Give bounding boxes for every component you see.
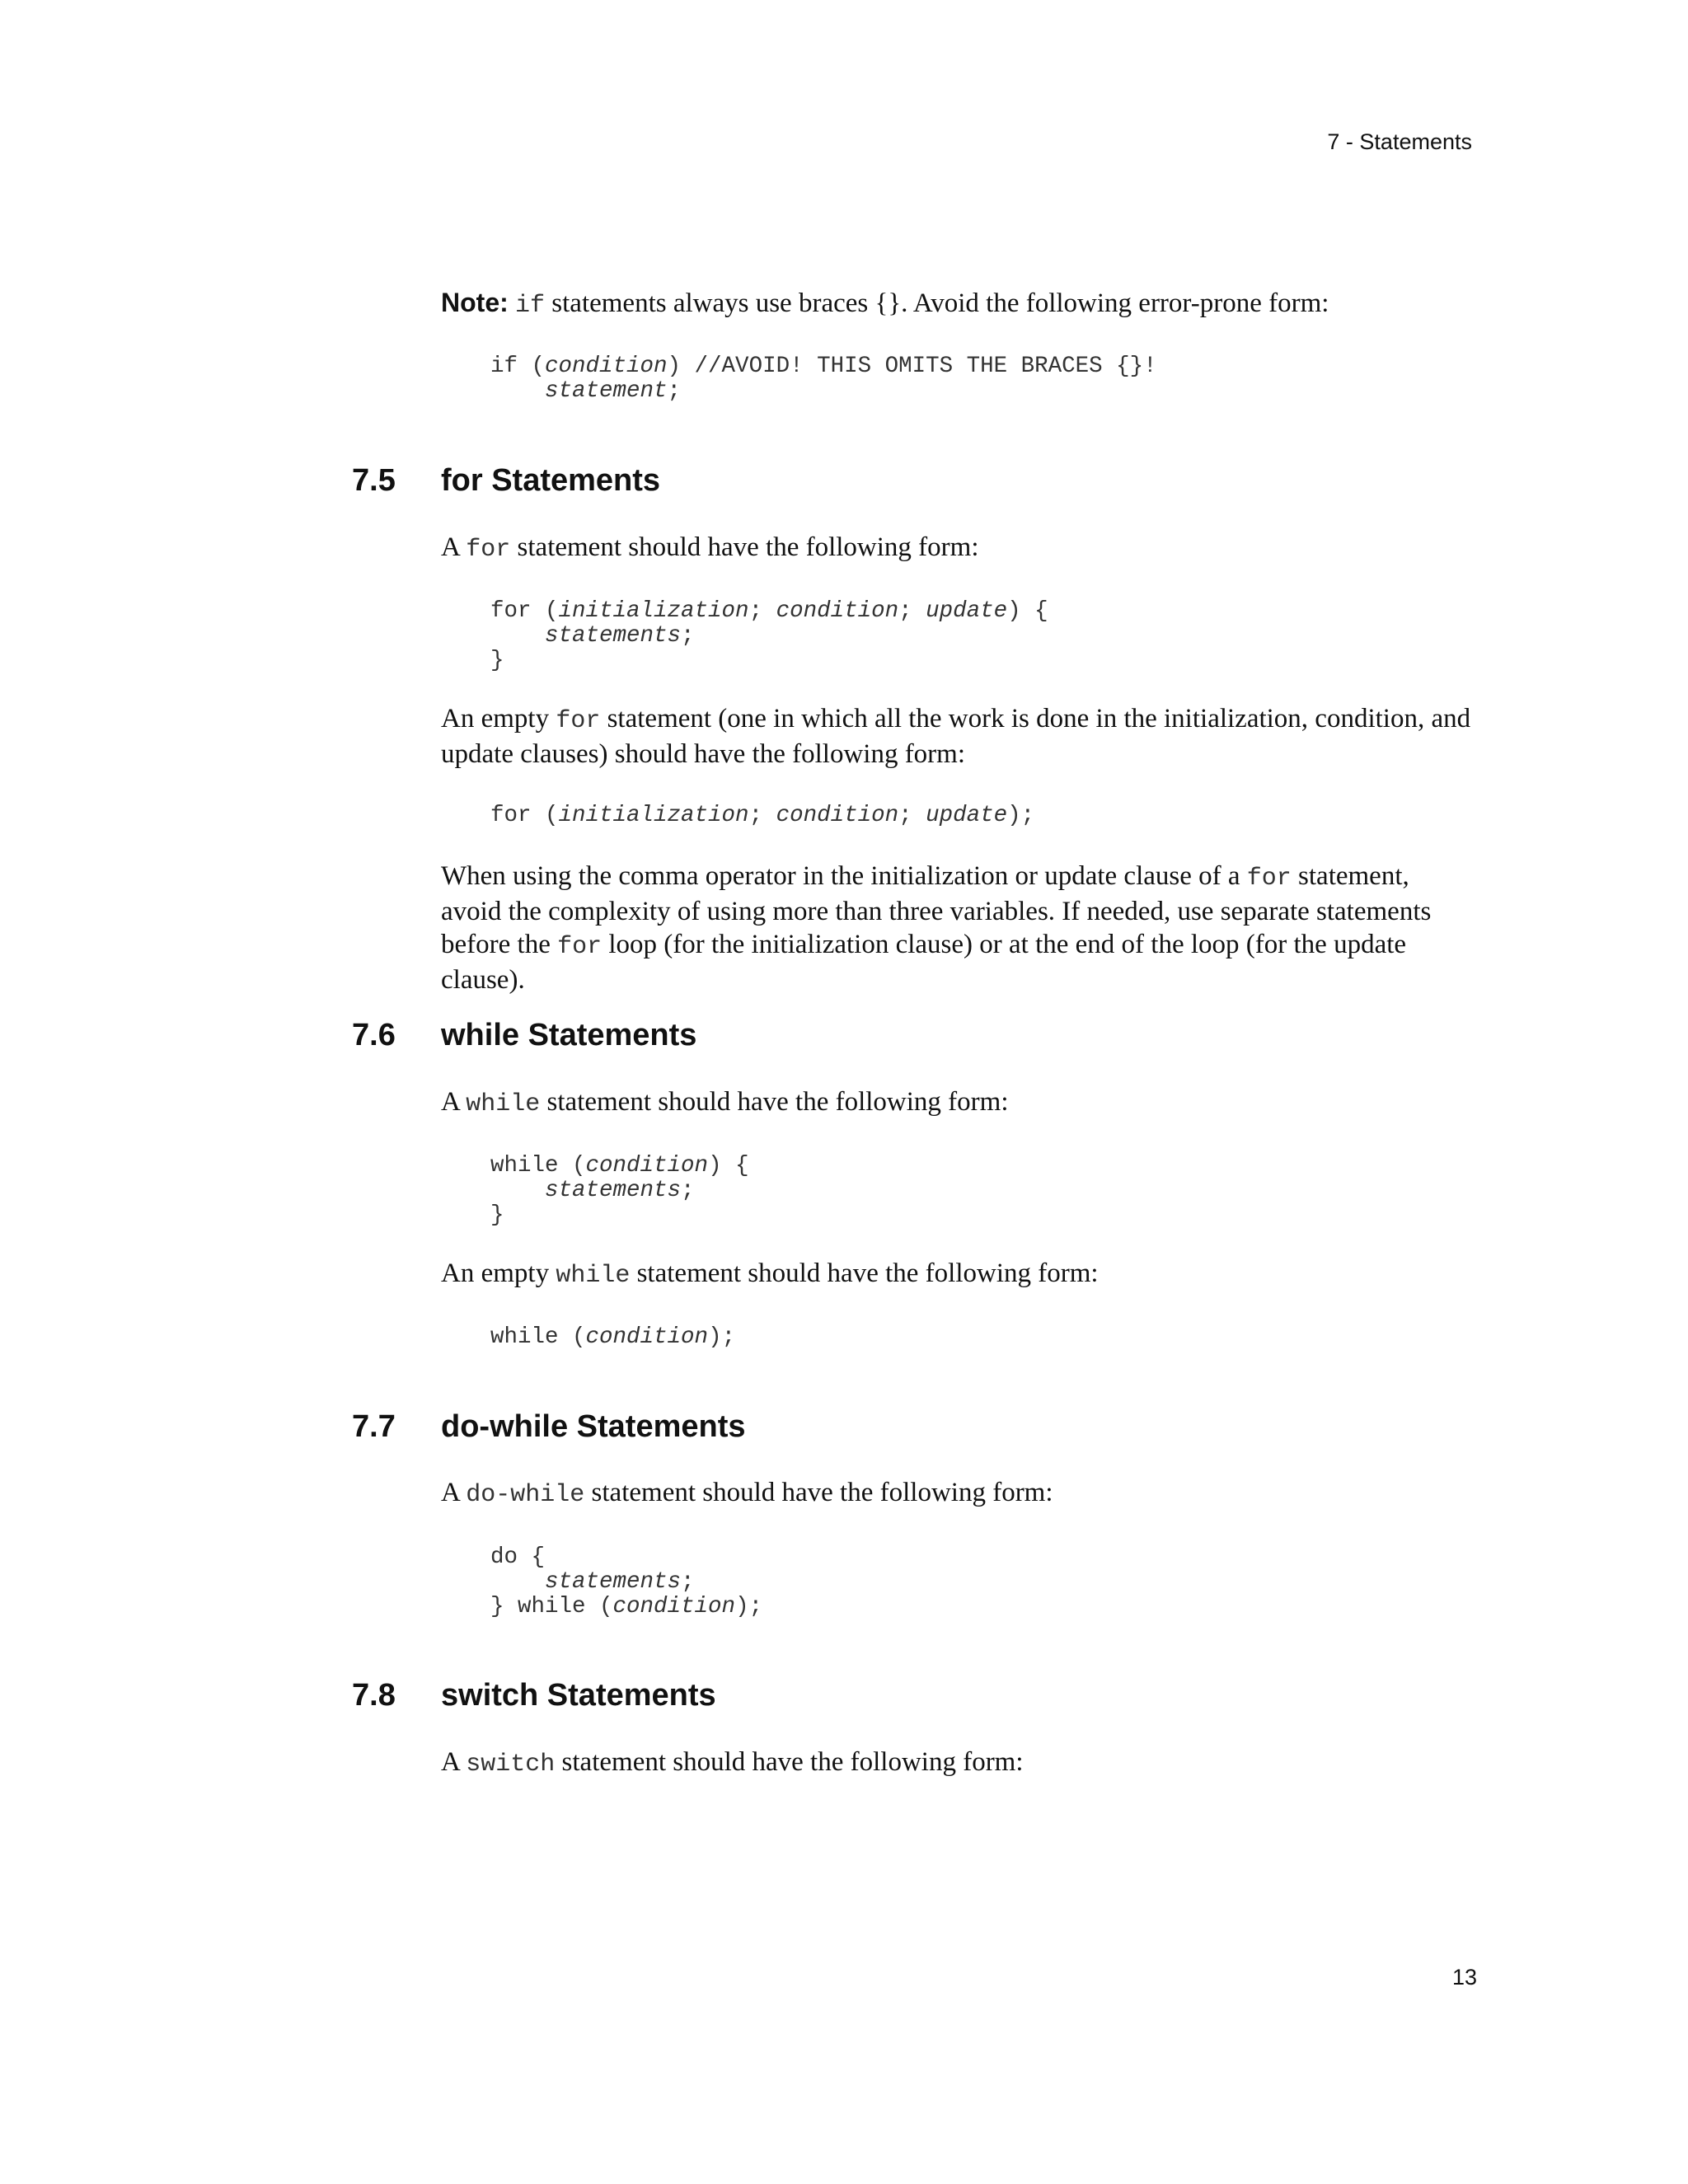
text-run: statement, avoid the complexity of using more than three variables. If needed, use separate statements before the	[441, 861, 1432, 959]
section-heading-7-5	[352, 463, 660, 499]
text-run: A	[441, 1747, 467, 1777]
code-placeholder: update	[926, 598, 1008, 624]
code-token: ;	[898, 803, 926, 828]
text-run: statements always use braces	[545, 288, 875, 318]
code-placeholder: statements	[545, 623, 682, 649]
code-block-empty-for	[490, 804, 1034, 828]
code-block-for	[490, 599, 1048, 673]
text-run: A	[441, 1087, 467, 1117]
code-token: }	[490, 648, 504, 673]
code-block-empty-while	[490, 1325, 735, 1350]
text-run: statement should have the following form:	[540, 1087, 1009, 1117]
code-token: ;	[681, 1569, 695, 1595]
section-number: 7.5	[352, 463, 396, 498]
inline-code: for	[557, 933, 603, 961]
code-token: ) {	[1007, 598, 1048, 624]
section-number: 7.6	[352, 1018, 396, 1052]
page-number: 13	[1451, 1965, 1477, 1990]
note-label: Note:	[441, 288, 509, 317]
code-token: ;	[667, 378, 682, 404]
code-token: );	[708, 1324, 736, 1350]
code-token: );	[1007, 803, 1035, 828]
code-placeholder: condition	[776, 803, 899, 828]
note-paragraph	[441, 286, 1471, 322]
text-run: statement should have the following form:	[555, 1747, 1024, 1777]
code-token: ;	[681, 1178, 695, 1203]
text-run: loop (for the initialization clause) or at the end of the loop (for the update clause).	[441, 930, 1407, 995]
text-run: An empty	[441, 1258, 556, 1288]
inline-code: switch	[466, 1750, 556, 1779]
text-run: When using the comma operator in the initialization or update clause of a	[441, 861, 1247, 891]
section-number: 7.7	[352, 1409, 396, 1444]
code-token: for (	[490, 598, 559, 624]
section-heading-7-8	[352, 1678, 716, 1713]
code-token: do {	[490, 1544, 546, 1570]
code-placeholder: statements	[545, 1178, 682, 1203]
code-token: for (	[490, 803, 559, 828]
code-block-if	[490, 354, 1157, 404]
code-indent	[490, 623, 545, 649]
code-placeholder: condition	[776, 598, 899, 624]
text-run: statement should have the following form:	[510, 532, 979, 562]
running-header: 7 - Statements	[1327, 129, 1472, 154]
code-token: ) //AVOID! THIS OMITS THE BRACES {}!	[667, 354, 1157, 379]
section-title: for Statements	[441, 463, 661, 498]
code-placeholder: condition	[612, 1594, 736, 1619]
code-indent	[490, 1178, 545, 1203]
paragraph	[441, 1257, 1471, 1292]
paragraph	[441, 1476, 1471, 1511]
code-token: ;	[748, 598, 776, 624]
section-heading-7-7	[352, 1409, 746, 1445]
code-placeholder: initialization	[558, 598, 749, 624]
code-token: while (	[490, 1153, 586, 1179]
code-placeholder: initialization	[558, 803, 749, 828]
code-token: );	[735, 1594, 763, 1619]
text-run: statement should have the following form:	[630, 1258, 1099, 1288]
paragraph	[441, 1085, 1471, 1121]
code-indent	[490, 378, 545, 404]
section-title: do-while Statements	[441, 1409, 746, 1444]
inline-code: if	[515, 292, 546, 320]
code-token: if (	[490, 354, 546, 379]
paragraph	[441, 860, 1471, 996]
section-title: switch Statements	[441, 1678, 716, 1713]
braces-text: {}	[874, 288, 902, 318]
code-block-while	[490, 1154, 749, 1228]
code-token: ;	[681, 623, 695, 649]
text-run: statement (one in which all the work is done in the initialization, condition, and update clauses) should have the following form:	[441, 704, 1471, 769]
code-token: while (	[490, 1324, 586, 1350]
text-run: statement should have the following form:	[584, 1478, 1053, 1507]
inline-code: while	[556, 1262, 631, 1290]
inline-code: do-while	[466, 1481, 585, 1509]
paragraph	[441, 531, 1471, 566]
code-placeholder: statement	[545, 378, 668, 404]
section-heading-7-6	[352, 1018, 696, 1053]
inline-code: for	[1246, 865, 1292, 893]
text-run: A	[441, 532, 467, 562]
section-title: while Statements	[441, 1018, 697, 1052]
code-token: }	[490, 1202, 504, 1228]
inline-code: for	[556, 707, 601, 735]
paragraph	[441, 702, 1471, 771]
code-placeholder: condition	[585, 1153, 709, 1179]
text-run: An empty	[441, 704, 556, 733]
code-token: ;	[898, 598, 926, 624]
code-placeholder: statements	[545, 1569, 682, 1595]
code-token: ;	[748, 803, 776, 828]
code-placeholder: update	[926, 803, 1008, 828]
text-run: A	[441, 1478, 467, 1507]
code-indent	[490, 1569, 545, 1595]
section-number: 7.8	[352, 1678, 396, 1713]
inline-code: while	[466, 1090, 541, 1118]
code-block-do-while	[490, 1545, 762, 1619]
code-token: } while (	[490, 1594, 613, 1619]
code-placeholder: condition	[585, 1324, 709, 1350]
code-token: ) {	[708, 1153, 749, 1179]
text-run: . Avoid the following error-prone form:	[901, 288, 1329, 318]
paragraph	[441, 1746, 1471, 1781]
code-placeholder: condition	[545, 354, 668, 379]
inline-code: for	[466, 536, 511, 564]
